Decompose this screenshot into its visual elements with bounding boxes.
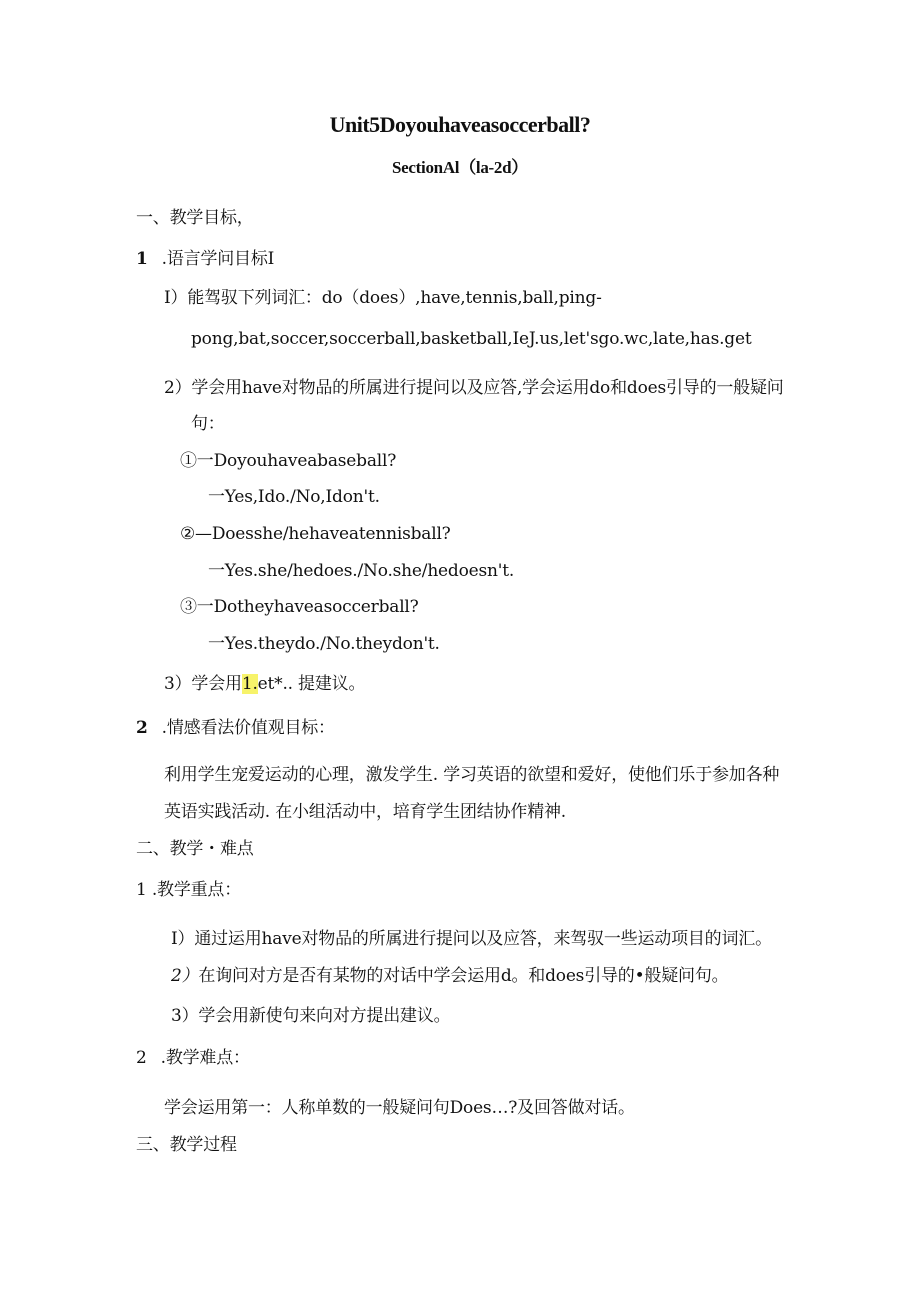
item-1-line-2: pong,bat,soccer,soccerball,basketball,IeJ.us,let'sgo.wc,late,has.get [191, 329, 752, 349]
item-2-line-2: 句： [191, 414, 225, 434]
subsection-1-1-number: 1 [136, 249, 148, 269]
subsection-2-2-number: 2 [136, 1048, 147, 1068]
item-2-line-1: 2）学会用have对物品的所属进行提问以及应答,学会运用do和does引导的一般疑问 [164, 378, 784, 398]
key-point-2-text: 在询问对方是否有某物的对话中学会运用d。和does引导的•般疑问句。 [198, 966, 729, 986]
example-2-answer: 一Yes.she/hedoes./No.she/hedoesn't. [208, 561, 515, 581]
example-2-question: ②—Doesshe/hehaveatennisball? [180, 524, 451, 544]
highlighted-text: 1. [241, 674, 258, 694]
key-point-2-number: 2） [171, 966, 199, 986]
item-3-prefix: 3）学会用 [164, 674, 242, 694]
subsection-1-2-label: .情感看法价值观目标： [161, 718, 335, 738]
key-point-2 [171, 964, 728, 988]
subsection-2-2-heading [136, 1046, 250, 1070]
document-subtitle: SectionAl（la-2d） [392, 158, 528, 177]
subsection-2-1-heading: 1 .教学重点： [136, 880, 242, 900]
item-3 [164, 672, 365, 696]
subsection-1-1-label: .语言学问目标I [161, 249, 275, 269]
example-1-answer: 一Yes,Ido./No,Idon't. [208, 487, 380, 507]
document-title: Unit5Doyouhaveasoccerball? [329, 112, 591, 137]
subsection-1-2-heading [136, 716, 335, 740]
difficulty-text: 学会运用第一：人称单数的一般疑问句Does…?及回答做对话。 [164, 1098, 635, 1118]
item-1-line-1: I）能驾驭下列词汇：do（does）,have,tennis,ball,ping- [164, 288, 602, 308]
key-point-1: I）通过运用have对物品的所属进行提问以及应答，来驾驭一些运动项目的词汇。 [171, 929, 772, 949]
example-1-question: ①一Doyouhaveabaseball? [180, 451, 397, 471]
key-point-3: 3）学会用新使句来向对方提出建议。 [171, 1006, 451, 1026]
subsection-1-1-heading [136, 247, 274, 271]
section-2-heading: 二、教学・难点 [136, 839, 254, 859]
section-1-heading: 一、教学目标， [136, 208, 254, 228]
paragraph-affective-line-1: 利用学生宠爱运动的心理，激发学生. 学习英语的欲望和爱好，使他们乐于参加各种 [164, 765, 780, 785]
section-3-heading: 三、教学过程 [136, 1135, 237, 1155]
subsection-2-2-label: .教学难点： [160, 1048, 250, 1068]
example-3-question: ③一Dotheyhaveasoccerball? [180, 597, 419, 617]
subsection-1-2-number: 2 [136, 718, 148, 738]
item-3-suffix: et*.. 提建议。 [257, 674, 366, 694]
paragraph-affective-line-2: 英语实践活动. 在小组活动中，培育学生团结协作精神. [164, 802, 567, 822]
example-3-answer: 一Yes.theydo./No.theydon't. [208, 634, 440, 654]
